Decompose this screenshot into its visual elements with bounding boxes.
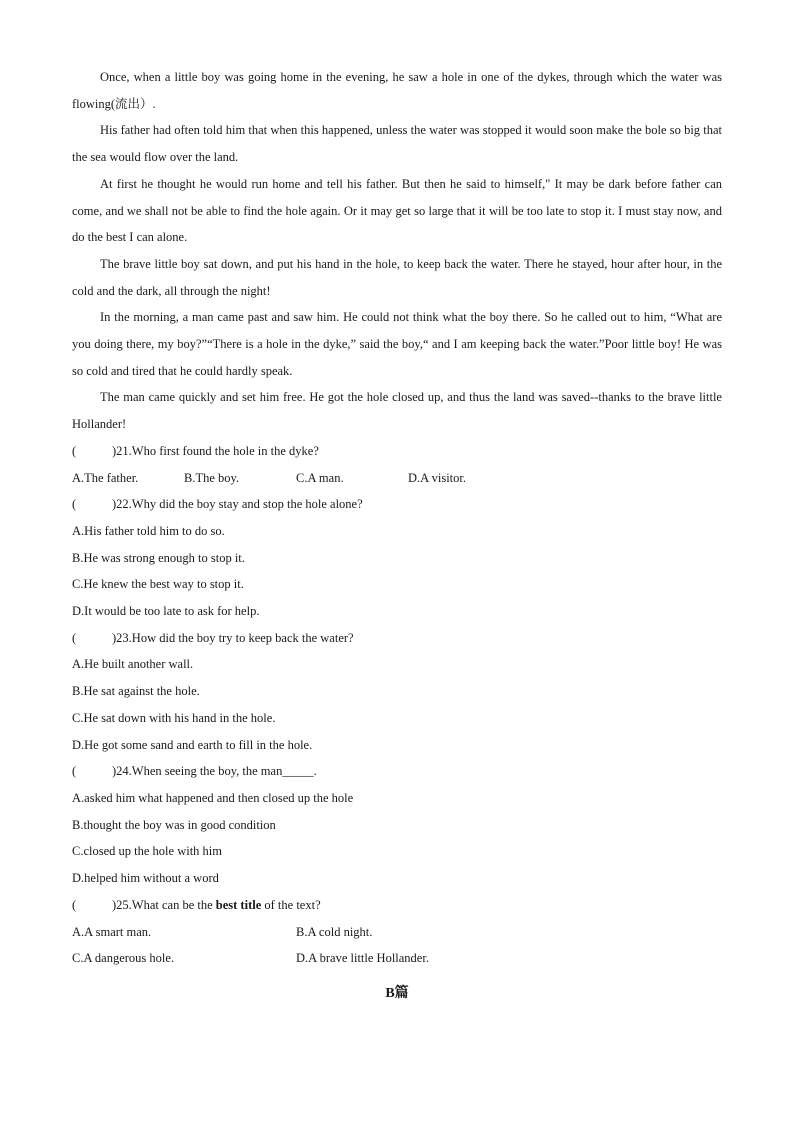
question-text: )22.Why did the boy stay and stop the hole alone? [112,497,363,512]
question-text: )21.Who first found the hole in the dyke? [112,443,319,458]
question-text: )24.When seeing the boy, the man_____. [112,764,317,779]
option-b[interactable]: B.The boy. [184,470,240,485]
option-a[interactable]: A.His father told him to do so. [72,523,225,538]
passage-paragraph-5: In the morning, a man came past and saw him. He could not think what the boy there. So he called out to him, “What are you doing there, my boy?”“There is a hole in the dyke,” said the boy,“ and I am keeping back the water.”Poor little boy! He was so cold and tired that he could hardly speak. [72,310,722,378]
option-b[interactable]: B.He sat against the hole. [72,684,200,699]
option-d[interactable]: D.It would be too late to ask for help. [72,604,260,619]
option-a[interactable]: A.A smart man. [72,924,152,939]
option-d[interactable]: D.A visitor. [408,470,466,485]
option-a[interactable]: A.He built another wall. [72,657,194,672]
question-25 [72,892,722,972]
question-text: )25.What can be the [112,897,216,912]
question-stem [72,758,722,785]
option-d[interactable]: D.He got some sand and earth to fill in the hole. [72,737,313,752]
section-title: B篇 [385,986,409,1001]
reading-passage-page [72,64,722,972]
option-c[interactable]: C.He sat down with his hand in the hole. [72,710,276,725]
options-row [72,919,722,946]
passage [72,64,722,438]
answer-blank[interactable]: ( [72,443,77,458]
option-d[interactable]: D.helped him without a word [72,871,219,886]
question-stem [72,438,722,465]
question-23 [72,625,722,759]
option-c[interactable]: C.A dangerous hole. [72,951,175,966]
option-c[interactable]: C.He knew the best way to stop it. [72,577,244,592]
question-stem [72,892,722,919]
question-24 [72,758,722,892]
passage-paragraph-1: Once, when a little boy was going home in the evening, he saw a hole in one of the dykes, through which the water was flowing(流出）. [72,70,722,111]
passage-paragraph-4: The brave little boy sat down, and put his hand in the hole, to keep back the water. There he stayed, hour after hour, in the cold and the dark, all through the night! [72,256,722,298]
option-d[interactable]: D.A brave little Hollander. [296,951,429,966]
option-b[interactable]: B.thought the boy was in good condition [72,817,276,832]
question-21 [72,438,722,491]
question-text-emphasis: best title [215,897,262,912]
options-row [72,945,722,972]
answer-blank[interactable]: ( [72,497,77,512]
passage-paragraph-6: The man came quickly and set him free. He got the hole closed up, and thus the land was saved--thanks to the brave little Hollander! [72,390,722,432]
passage-paragraph-2: His father had often told him that when this happened, unless the water was stopped it would soon make the bole so big that the sea would flow over the land. [72,123,722,165]
option-c[interactable]: C.A man. [296,470,344,485]
option-a[interactable]: A.asked him what happened and then closed up the hole [72,790,354,805]
answer-blank[interactable]: ( [72,764,77,779]
option-a[interactable]: A.The father. [72,470,139,485]
question-stem [72,491,722,518]
question-stem [72,625,722,652]
option-b[interactable]: B.A cold night. [296,924,373,939]
answer-blank[interactable]: ( [72,897,77,912]
question-text-end: of the text? [261,897,321,912]
option-c[interactable]: C.closed up the hole with him [72,844,222,859]
options-row [72,465,722,492]
option-b[interactable]: B.He was strong enough to stop it. [72,550,245,565]
question-22 [72,491,722,625]
question-text: )23.How did the boy try to keep back the water? [112,630,354,645]
passage-paragraph-3: At first he thought he would run home and tell his father. But then he said to himself," It may be dark before father can come, and we shall not be able to find the hole again. Or it may get so large that it will be too late to stop it. I must stay now, and do the best I can alone. [72,176,722,245]
answer-blank[interactable]: ( [72,630,77,645]
